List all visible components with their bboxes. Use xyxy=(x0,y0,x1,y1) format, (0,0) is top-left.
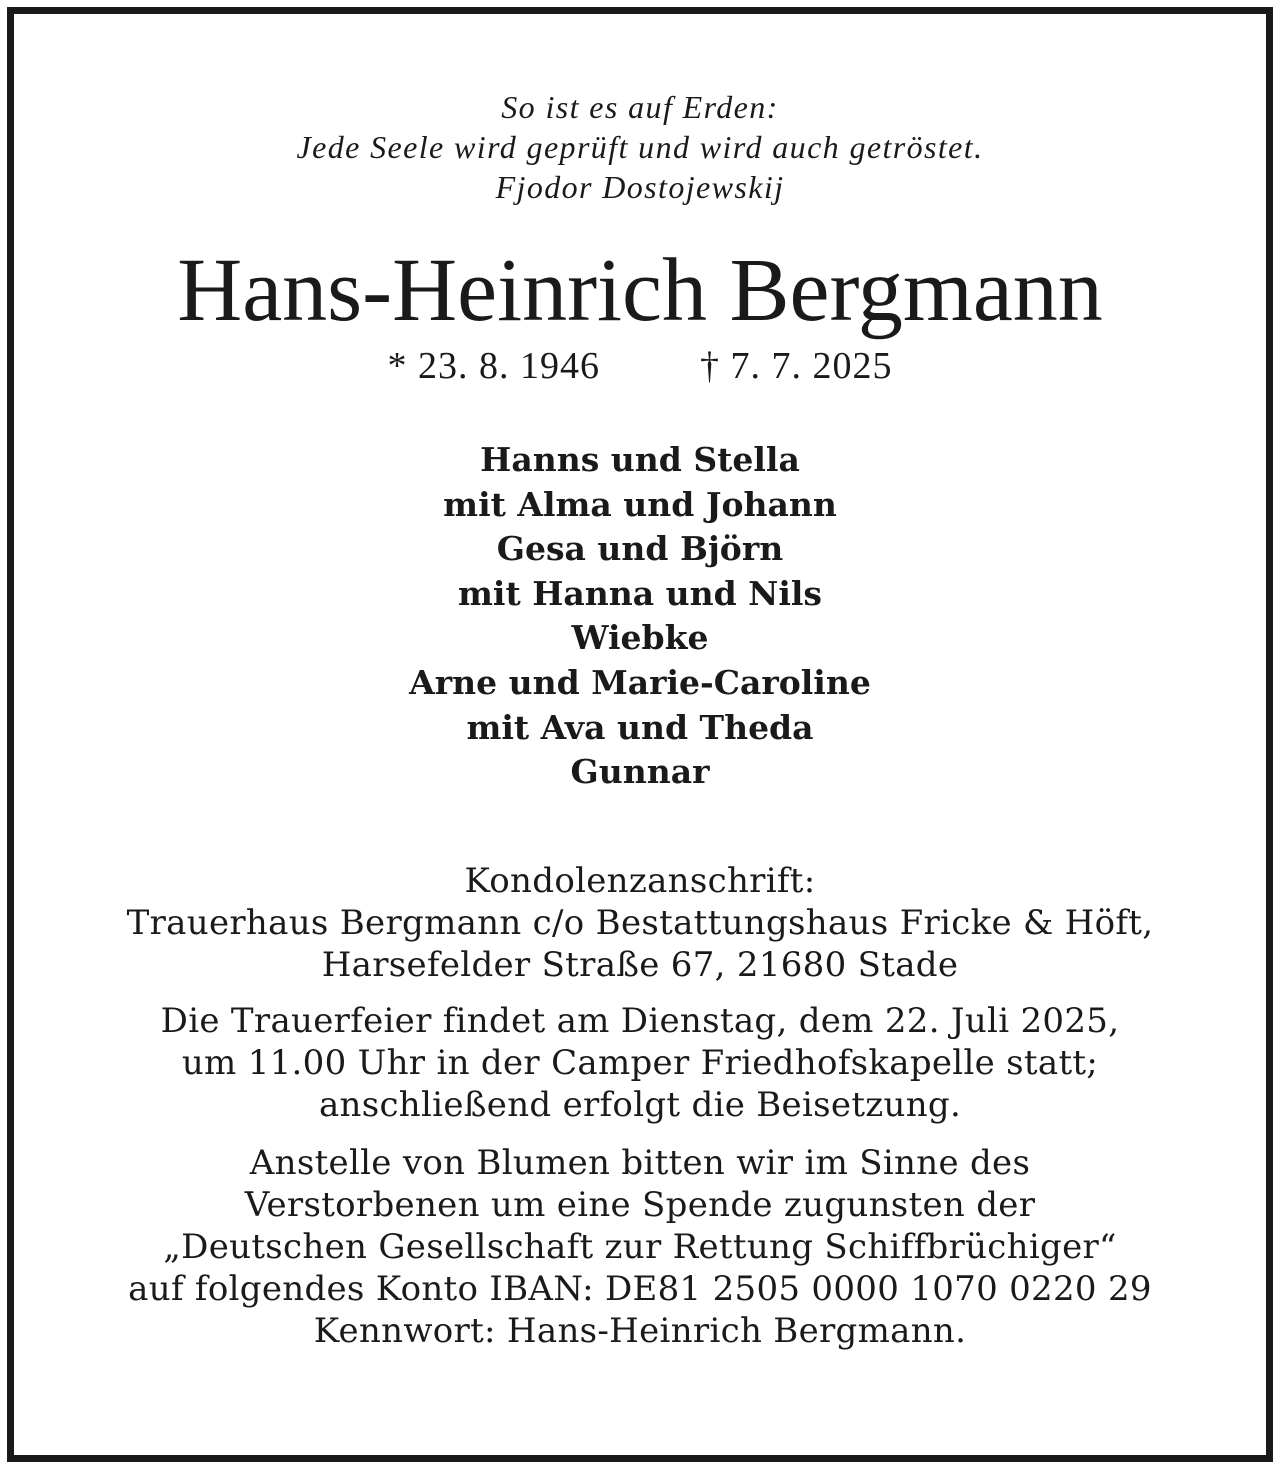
death-date: † 7. 7. 2025 xyxy=(700,345,893,387)
quote-line: Jede Seele wird geprüft und wird auch getröstet. xyxy=(296,129,984,165)
ceremony-line: um 11.00 Uhr in der Camper Friedhofskapelle statt; xyxy=(181,1042,1099,1083)
donation-line: Verstorbenen um eine Spende zugunsten der xyxy=(244,1184,1036,1225)
family-line: Wiebke xyxy=(571,618,709,658)
funeral-service-info xyxy=(14,1000,1266,1126)
address-line: Harsefelder Straße 67, 21680 Stade xyxy=(321,944,959,985)
family-line: Hanns und Stella xyxy=(480,440,800,479)
obituary-frame xyxy=(7,7,1273,1462)
family-line: Arne und Marie-Caroline xyxy=(409,662,871,702)
family-line: Gesa und Björn xyxy=(496,529,784,569)
family-line: mit Hanna und Nils xyxy=(458,573,822,613)
family-line: mit Ava und Theda xyxy=(466,707,814,747)
donation-line: „Deutschen Gesellschaft zur Rettung Schiffbrüchiger“ xyxy=(163,1226,1117,1267)
quote-author: Fjodor Dostojewskij xyxy=(495,169,785,205)
donation-request xyxy=(14,1142,1266,1352)
family-members xyxy=(14,438,1266,795)
ceremony-line: anschließend erfolgt die Beisetzung. xyxy=(318,1084,962,1125)
condolence-address xyxy=(14,860,1266,986)
family-line: mit Alma und Johann xyxy=(443,484,837,524)
donation-keyword: Kennwort: Hans-Heinrich Bergmann. xyxy=(313,1310,967,1351)
ceremony-line: Die Trauerfeier findet am Dienstag, dem 22. Juli 2025, xyxy=(160,1000,1120,1041)
donation-iban: auf folgendes Konto IBAN: DE81 2505 0000 1070 0220 29 xyxy=(128,1268,1152,1309)
birth-date: * 23. 8. 1946 xyxy=(387,345,600,387)
address-heading: Kondolenzanschrift: xyxy=(464,860,816,901)
epigraph-quote xyxy=(14,87,1266,207)
obituary-content xyxy=(14,14,1266,1352)
deceased-name: Hans-Heinrich Bergmann xyxy=(177,241,1103,340)
life-dates xyxy=(14,343,1266,389)
quote-line: So ist es auf Erden: xyxy=(501,89,779,125)
donation-line: Anstelle von Blumen bitten wir im Sinne des xyxy=(249,1142,1031,1183)
family-line: Gunnar xyxy=(570,752,710,792)
address-line: Trauerhaus Bergmann c/o Bestattungshaus Fricke & Höft, xyxy=(126,902,1154,943)
